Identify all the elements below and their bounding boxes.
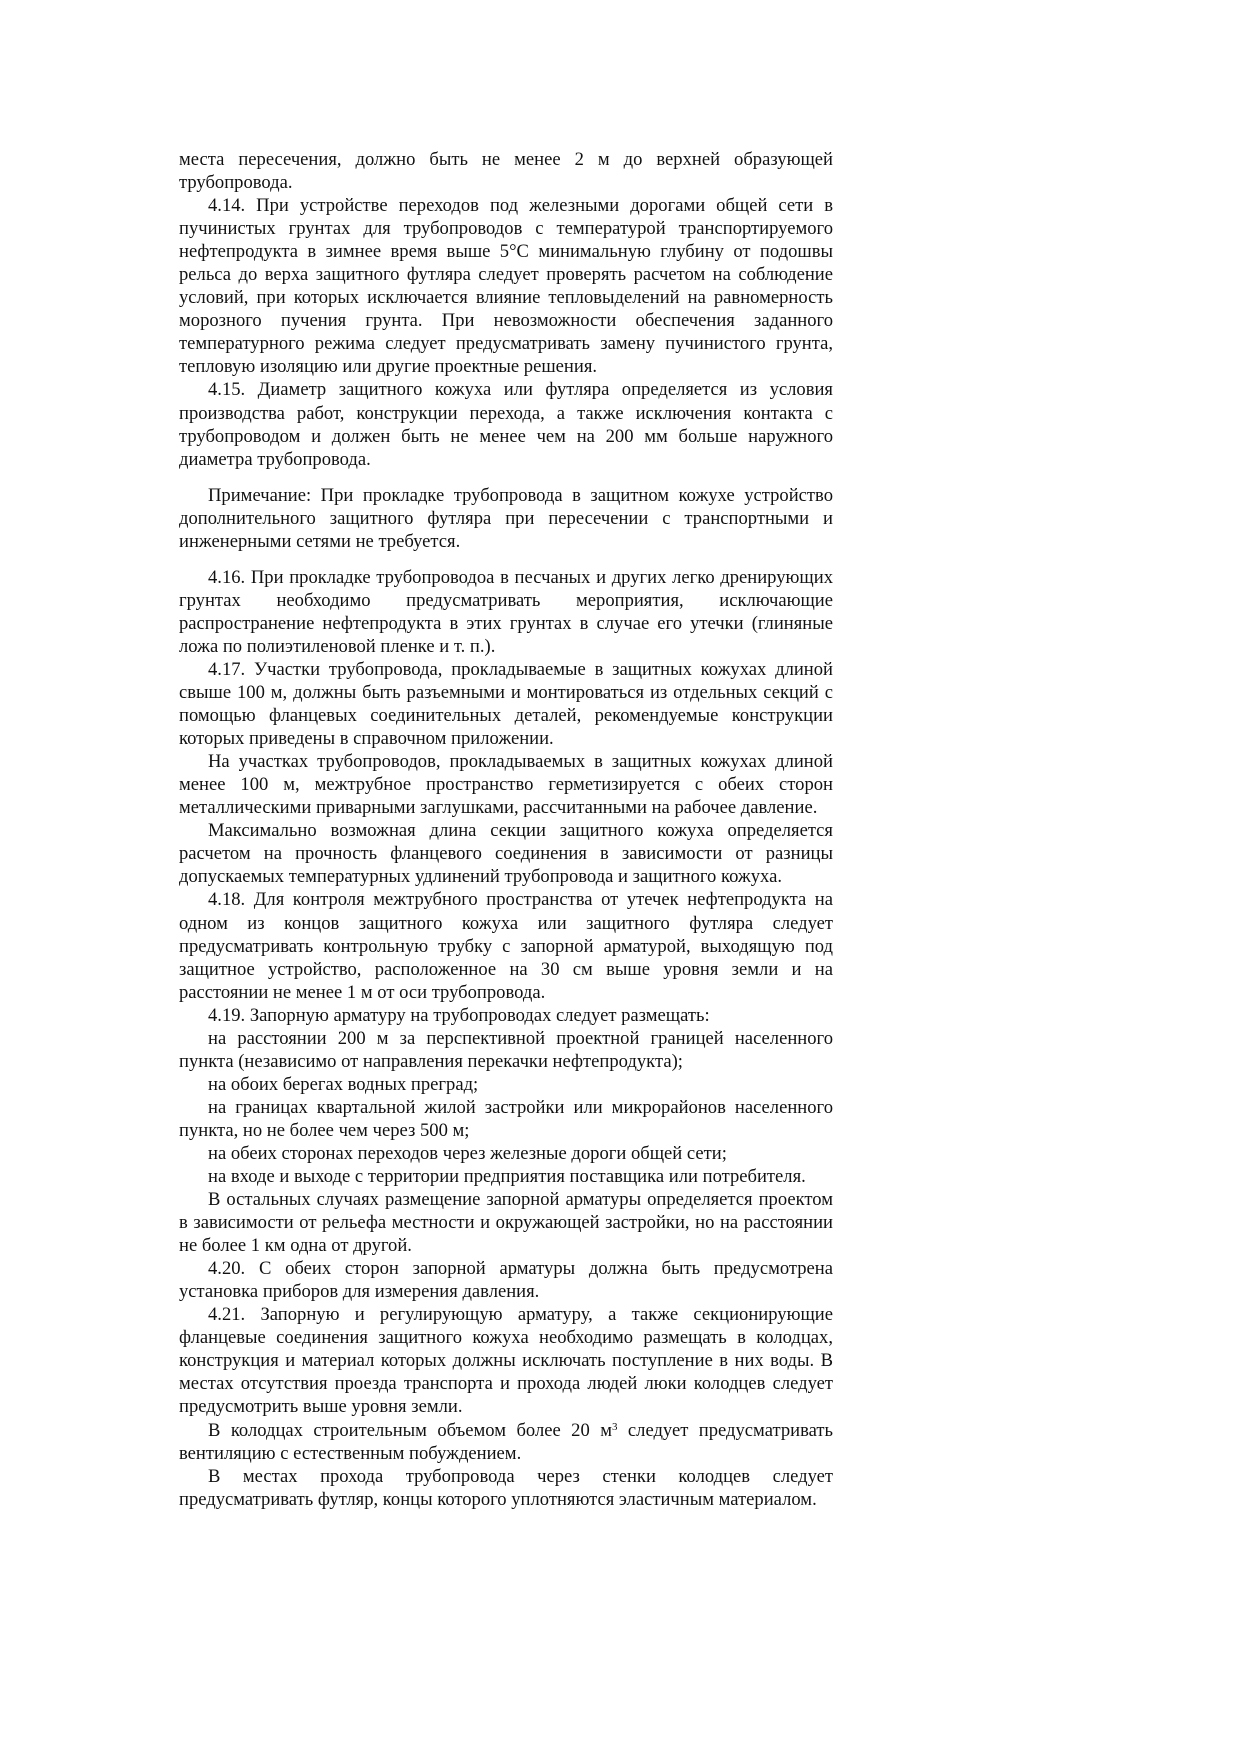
paragraph-ventilation	[179, 1419, 833, 1465]
document-page	[179, 148, 833, 1511]
ventilation-text-after: следует предусматривать вентиляцию с естественным побуждением.	[179, 1419, 833, 1464]
cubic-superscript: 3	[611, 1420, 618, 1433]
list-item-enterprise-entry-exit: на входе и выходе с территории предприятия поставщика или потребителя.	[208, 1166, 806, 1188]
paragraph-4-17: 4.17. Участки трубопровода, прокладываемые в защитных кожухах длиной свыше 100 м, должны быть разъемными и монтироваться из отдельных секций с помощью фланцевых соединительных деталей, рекомендуемые конструкции которых приведены в справочном приложении.	[179, 658, 833, 750]
list-item-settlement-boundary: на расстоянии 200 м за перспективной проектной границей населенного пункта (независимо от направления перекачки нефтепродукта);	[179, 1027, 833, 1072]
list-item-railway-crossings: на обеих сторонах переходов через железные дороги общей сети;	[208, 1142, 727, 1164]
paragraph-other-cases: В остальных случаях размещение запорной арматуры определяется проектом в зависимости от рельефа местности и окружающей застройки, но на расстоянии не более 1 км одна от другой.	[179, 1189, 833, 1257]
paragraph-4-14: 4.14. При устройстве переходов под железными дорогами общей сети в пучинистых грунтах для трубопроводов с температурой транспортируемого нефтепродукта в зимнее время выше 5°С минимальную глубину от подошвы рельса до верха защитного футляра следует проверять расчетом на соблюдение условий, при которых исключается влияние тепловыделений на равномерность морозного пучения грунта. При невозможности обеспечения заданного температурного режима следует предусматривать замену пучинистого грунта, тепловую изоляцию или другие проектные решения.	[179, 195, 833, 378]
note-paragraph: Примечание: При прокладке трубопровода в защитном кожухе устройство дополнительного защитного футляра при пересечении с транспортными и инженерными сетями не требуется.	[179, 484, 833, 552]
ventilation-text-before: В колодцах строительным объемом более 20 м	[208, 1419, 612, 1441]
paragraph-4-20: 4.20. С обеих сторон запорной арматуры должна быть предусмотрена установка приборов для измерения давления.	[179, 1258, 833, 1303]
paragraph-4-16: 4.16. При прокладке трубопроводоа в песчаных и других легко дренирующих грунтах необходимо предусматривать мероприятия, исключающие распространение нефтепродукта в этих грунтах в случае его утечки (глиняные ложа по полиэтиленовой пленке и т. п.).	[179, 566, 833, 657]
paragraph-wall-sleeve: В местах прохода трубопровода через стенки колодцев следует предусматривать футляр, концы которого уплотняются эластичным материалом.	[179, 1465, 833, 1510]
paragraph-4-19: 4.19. Запорную арматуру на трубопроводах следует размещать:	[208, 1004, 710, 1026]
paragraph-continuation: места пересечения, должно быть не менее 2 м до верхней образующей трубопровода.	[179, 149, 833, 194]
paragraph-4-21: 4.21. Запорную и регулирующую арматуру, а также секционирующие фланцевые соединения защитного кожуха необходимо размещать в колодцах, конструкция и материал которых должны исключать поступление в них воды. В местах отсутствия проезда транспорта и прохода людей люки колодцев следует предусмотрить выше уровня земли.	[179, 1304, 833, 1418]
paragraph-max-section-length: Максимально возможная длина секции защитного кожуха определяется расчетом на прочность фланцевого соединения в зависимости от разницы допускаемых температурных удлинений трубопровода и защитного кожуха.	[179, 820, 833, 888]
list-item-water-banks: на обоих берегах водных преград;	[208, 1073, 479, 1095]
paragraph-4-18: 4.18. Для контроля межтрубного пространства от утечек нефтепродукта на одном из концов защитного кожуха или защитного футляра следует предусматривать контрольную трубку с запорной арматурой, выходящую под защитное устройство, расположенное на 30 см выше уровня земли и на расстоянии не менее 1 м от оси трубопровода.	[179, 889, 833, 1003]
list-item-block-boundaries: на границах квартальной жилой застройки или микрорайонов населенного пункта, но не более чем через 500 м;	[179, 1096, 833, 1141]
paragraph-4-15: 4.15. Диаметр защитного кожуха или футляра определяется из условия производства работ, конструкции перехода, а также исключения контакта с трубопроводом и должен быть не менее чем на 200 мм больше наружного диаметра трубопровода.	[179, 379, 833, 470]
paragraph-short-casings: На участках трубопроводов, прокладываемых в защитных кожухах длиной менее 100 м, межтрубное пространство герметизируется с обеих сторон металлическими приварными заглушками, рассчитанными на рабочее давление.	[179, 751, 833, 819]
